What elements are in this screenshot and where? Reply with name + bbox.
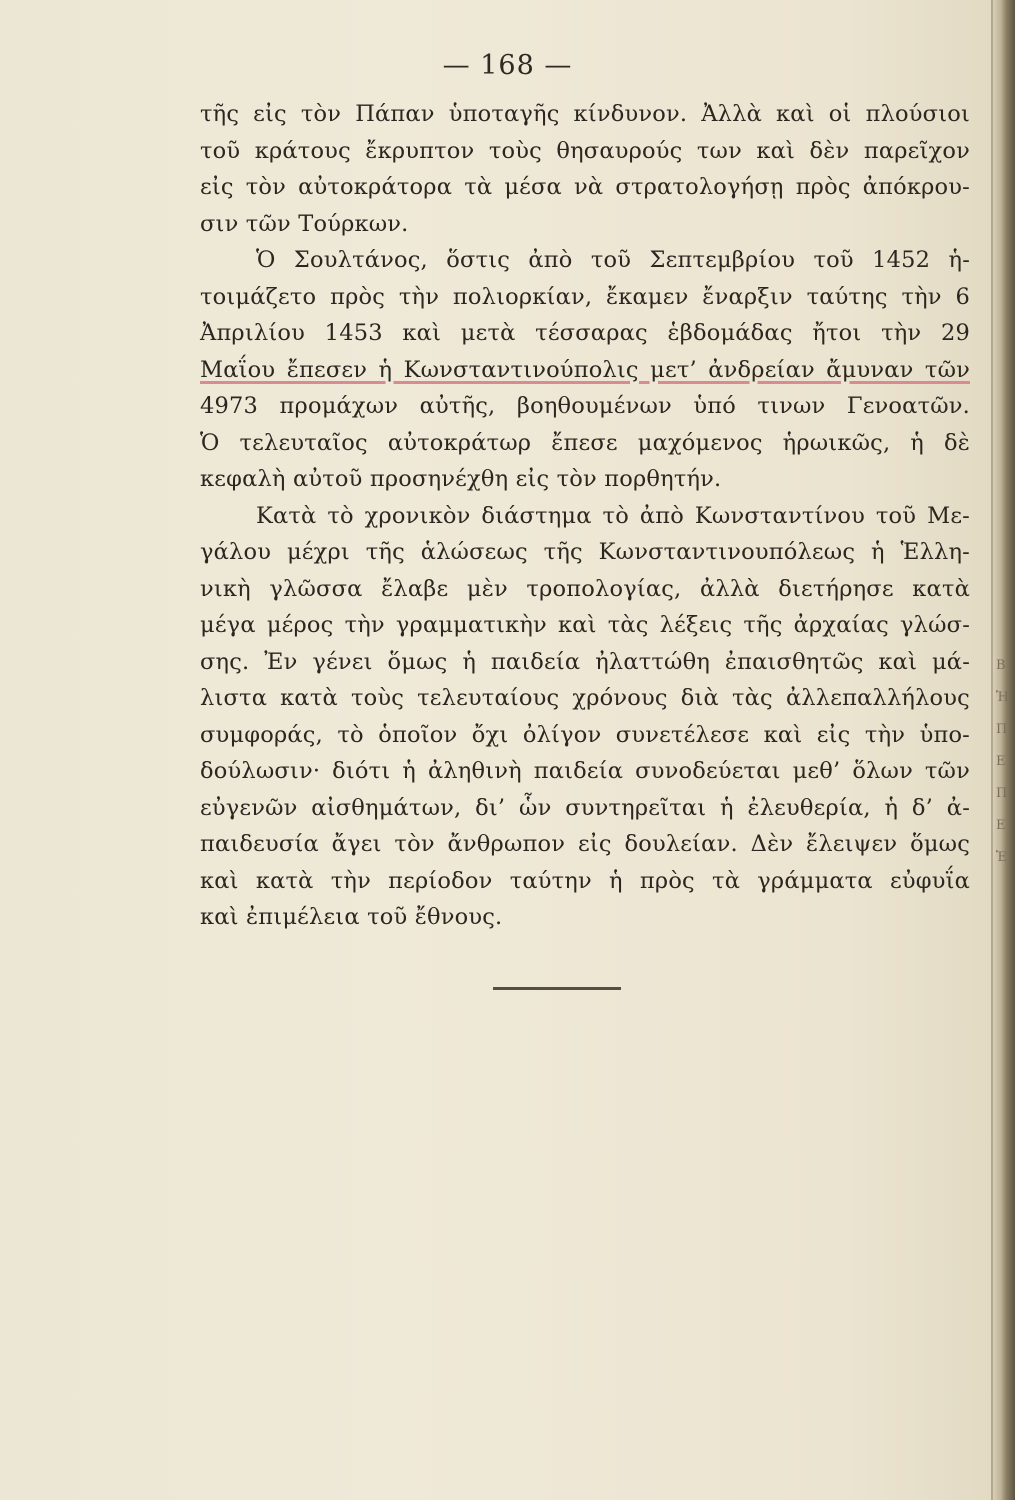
text-line: Κατὰ τὸ χρονικὸν διάστημα τὸ ἀπὸ Κωνσταντίνου τοῦ Με- [256,502,970,529]
text-line: παιδευσία ἄγει τὸν ἄνθρωπον εἰς δουλείαν. Δὲν ἔλειψεν ὅμως [200,831,970,857]
bleed-through-margin [996,650,1008,874]
text-line: εὐγενῶν αἰσθημάτων, δι’ ὧν συντηρεῖται ἡ ἐλευθερία, ἡ δ’ ἀ- [200,794,970,821]
margin-mark: Β [996,658,1006,673]
text-line-highlighted: Ἀπριλίου 1453 καὶ μετὰ τέσσαρας ἑβδομάδας ἤτοι τὴν 29 [200,320,970,346]
text-line: καὶ ἐπιμέλεια τοῦ ἔθνους. [200,904,503,930]
text-line: τοῦ κράτους ἔκρυπτον τοὺς θησαυρούς των καὶ δὲν παρεῖχον [200,137,970,164]
text-line: Ὁ τελευταῖος αὐτοκράτωρ ἔπεσε μαχόμενος ἡρωικῶς, ἡ δὲ [200,429,970,456]
margin-mark: Ε [996,818,1006,833]
text-line: 4973 προμάχων αὐτῆς, βοηθουμένων ὑπό τινων Γενοατῶν. [200,393,970,419]
margin-mark: Π [996,786,1008,801]
text-line: μέγα μέρος τὴν γραμματικὴν καὶ τὰς λέξεις τῆς ἀρχαίας γλώσ- [200,612,970,638]
text-line: συμφοράς, τὸ ὁποῖον ὄχι ὀλίγον συνετέλεσε καὶ εἰς τὴν ὑπο- [200,721,970,748]
margin-mark: Π [996,722,1008,737]
text-line: Ὁ Σουλτάνος, ὅστις ἀπὸ τοῦ Σεπτεμβρίου τοῦ 1452 ἡ- [256,247,970,273]
body-text [200,96,970,936]
text-line: εἰς τὸν αὐτοκράτορα τὰ μέσα νὰ στρατολογήσῃ πρὸς ἀπόκρου- [200,174,970,200]
text-line: γάλου μέχρι τῆς ἁλώσεως τῆς Κωνσταντινουπόλεως ἡ Ἑλλη- [200,539,970,565]
section-divider-rule [493,987,621,990]
page-number: — 168 — [442,50,573,81]
text-line: νικὴ γλῶσσα ἔλαβε μὲν τροπολογίας, ἀλλὰ διετήρησε κατὰ [200,575,970,602]
text-line: σιν τῶν Τούρκων. [200,210,409,237]
text-line: δούλωσιν· διότι ἡ ἀληθινὴ παιδεία συνοδεύεται μεθ’ ὅλων τῶν [200,758,970,784]
text-line: λιστα κατὰ τοὺς τελευταίους χρόνους διὰ τὰς ἀλλεπαλλήλους [200,685,970,711]
margin-mark: Ε [996,754,1006,769]
text-line: σης. Ἐν γένει ὅμως ἡ παιδεία ἠλαττώθη ἐπαισθητῶς καὶ μά- [200,648,970,675]
text-line: τοιμάζετο πρὸς τὴν πολιορκίαν, ἔκαμεν ἔναρξιν ταύτης τὴν 6 [200,283,970,310]
text-line: κεφαλὴ αὐτοῦ προσηνέχθη εἰς τὸν πορθητήν. [200,466,722,492]
text-line: τῆς εἰς τὸν Πάπαν ὑποταγῆς κίνδυνον. Ἀλλὰ καὶ οἱ πλούσιοι [200,101,970,127]
text-line: καὶ κατὰ τὴν περίοδον ταύτην ἡ πρὸς τὰ γράμματα εὐφυΐα [200,867,970,894]
margin-mark: Ἡ [996,690,1009,705]
margin-mark: Ἑ [996,850,1007,865]
text-line-highlighted: Μαΐου ἔπεσεν ἡ Κωνσταντινούπολις μετ’ ἀνδρείαν ἄμυναν τῶν [200,356,970,383]
